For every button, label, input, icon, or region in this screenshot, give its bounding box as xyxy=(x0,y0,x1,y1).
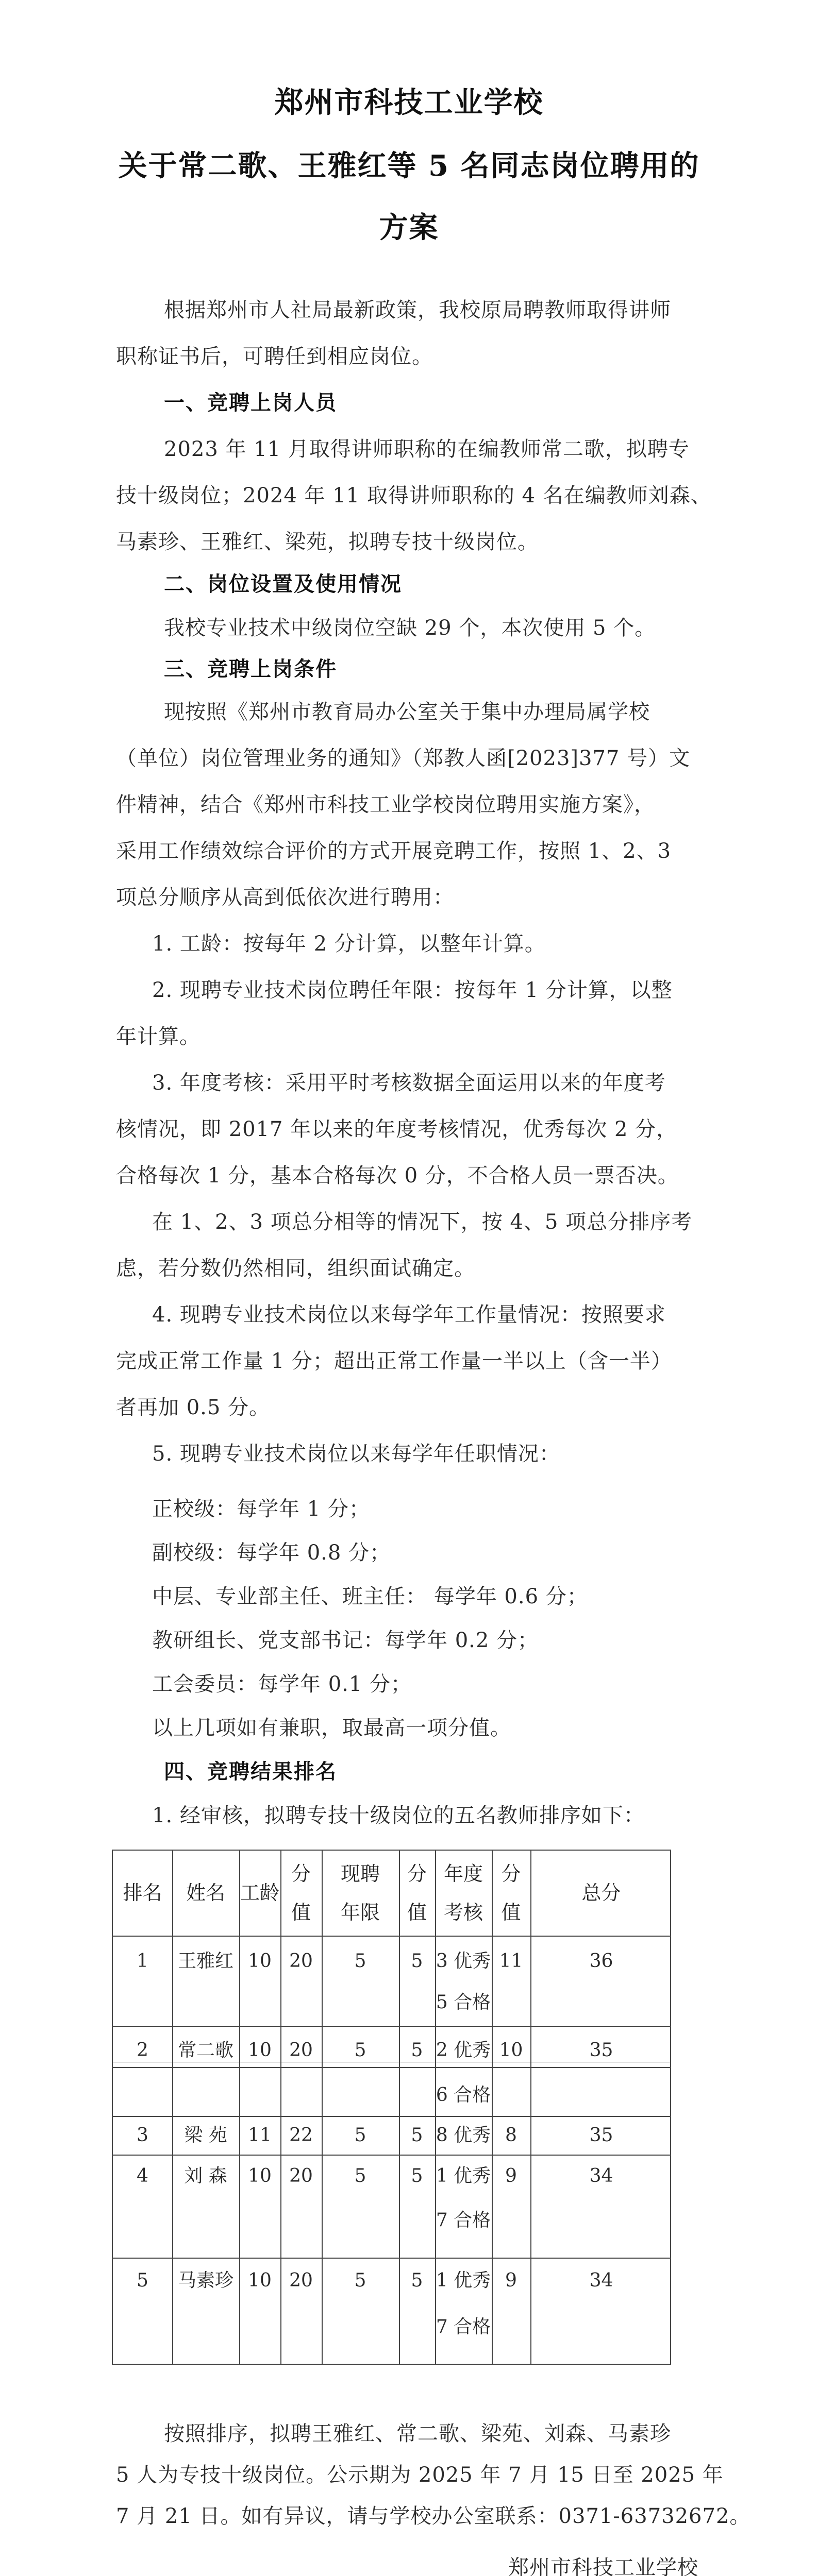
table-cell: 5 xyxy=(411,2270,423,2291)
criterion-2: 2. 现聘专业技术岗位聘任年限：按每年 1 分计算，以整 xyxy=(152,978,673,1002)
table-cell: 马素珍 xyxy=(177,2270,233,2291)
header-score: 分 xyxy=(501,1862,521,1885)
paragraph-line: 1. 经审核，拟聘专技十级岗位的五名教师排序如下： xyxy=(152,1804,645,1827)
section-heading: 二、岗位设置及使用情况 xyxy=(164,572,402,596)
closing-text: 7 月 21 日。如有异议，请与学校办公室联系：0371-63732672。 xyxy=(116,2504,751,2528)
ranking-table xyxy=(112,1850,671,2365)
closing-text: 按照排序，拟聘王雅红、常二歌、梁苑、刘森、马素珍 xyxy=(164,2422,671,2446)
table-cell: 5 xyxy=(411,1951,423,1972)
table-cell: 5 xyxy=(354,2270,366,2291)
criterion-1: 1. 工龄：按每年 2 分计算，以整年计算。 xyxy=(152,932,546,956)
table-cell: 5 xyxy=(411,2125,423,2146)
table-cell: 5 xyxy=(354,2040,366,2061)
table-cell: 20 xyxy=(289,1951,313,1972)
table-grid-line xyxy=(113,2026,670,2027)
header-years: 现聘 xyxy=(340,1862,380,1885)
header-score: 值 xyxy=(407,1901,427,1924)
paragraph-line: （单位）岗位管理业务的通知》（郑教人函[2023]377 号）文 xyxy=(116,747,691,770)
header-years: 年限 xyxy=(340,1901,380,1924)
signature-org: 郑州市科技工业学校 xyxy=(508,2556,698,2576)
table-cell: 8 优秀 xyxy=(436,2125,491,2146)
header-rank: 排名 xyxy=(123,1882,162,1904)
intro-text: 根据郑州市人社局最新政策，我校原局聘教师取得讲师 xyxy=(164,298,671,322)
paragraph-line: 2023 年 11 月取得讲师职称的在编教师常二歌，拟聘专 xyxy=(164,437,690,461)
table-cell: 35 xyxy=(589,2040,613,2061)
section-heading: 四、竞聘结果排名 xyxy=(164,1760,337,1784)
table-cell: 5 xyxy=(354,2165,366,2187)
criterion-3-cont: 核情况，即 2017 年以来的年度考核情况，优秀每次 2 分， xyxy=(116,1117,678,1141)
criterion-5-item: 中层、专业部主任、班主任： 每学年 0.6 分； xyxy=(152,1585,588,1608)
paragraph-line: 件精神，结合《郑州市科技工业学校岗位聘用实施方案》， xyxy=(116,793,655,817)
table-cell: 34 xyxy=(589,2165,613,2187)
table-cell: 常二歌 xyxy=(177,2040,233,2061)
criterion-5-note: 以上几项如有兼职，取最高一项分值。 xyxy=(152,1716,511,1740)
table-cell: 5 xyxy=(354,1951,366,1972)
tie-rule: 在 1、2、3 项总分相等的情况下，按 4、5 项总分排序考 xyxy=(152,1210,693,1234)
table-cell: 7 合格 xyxy=(436,2316,491,2337)
header-score: 值 xyxy=(291,1901,311,1924)
header-score: 值 xyxy=(501,1901,521,1924)
intro-text: 职称证书后，可聘任到相应岗位。 xyxy=(116,345,433,368)
criterion-5-item: 教研组长、党支部书记：每学年 0.2 分； xyxy=(152,1629,539,1652)
school-title: 郑州市科技工业学校 xyxy=(274,86,544,120)
table-grid-line xyxy=(113,2116,670,2117)
criterion-5-item: 副校级：每学年 0.8 分； xyxy=(152,1541,391,1565)
header-score: 分 xyxy=(291,1862,311,1885)
table-grid-line xyxy=(113,2258,670,2259)
table-cell: 3 xyxy=(137,2125,148,2146)
header-total: 总分 xyxy=(581,1882,621,1904)
table-cell: 22 xyxy=(289,2125,313,2146)
criterion-3: 3. 年度考核：采用平时考核数据全面运用以来的年度考 xyxy=(152,1071,666,1095)
table-cell: 20 xyxy=(289,2270,313,2291)
table-grid-line xyxy=(113,2155,670,2156)
table-cell: 35 xyxy=(589,2125,613,2146)
header-annual: 年度 xyxy=(443,1862,483,1885)
paragraph-line: 项总分顺序从高到低依次进行聘用： xyxy=(116,886,454,909)
criterion-4-cont: 者再加 0.5 分。 xyxy=(116,1396,271,1419)
criterion-5: 5. 现聘专业技术岗位以来每学年任职情况： xyxy=(152,1442,560,1466)
table-cell: 5 xyxy=(137,2270,148,2291)
header-score: 分 xyxy=(407,1862,427,1885)
table-cell: 11 xyxy=(248,2125,272,2146)
table-cell: 3 优秀 xyxy=(436,1951,491,1972)
paragraph-line: 现按照《郑州市教育局办公室关于集中办理局属学校 xyxy=(164,700,650,724)
table-cell: 10 xyxy=(248,2165,272,2187)
table-cell: 20 xyxy=(289,2040,313,2061)
table-cell: 5 xyxy=(411,2040,423,2061)
document-title: 关于常二歌、王雅红等 5 名同志岗位聘用的 xyxy=(118,149,700,183)
table-grid-line xyxy=(113,2067,670,2068)
table-cell: 王雅红 xyxy=(177,1951,233,1972)
paragraph-line: 我校专业技术中级岗位空缺 29 个，本次使用 5 个。 xyxy=(164,616,656,640)
paragraph-line: 马素珍、王雅红、梁苑，拟聘专技十级岗位。 xyxy=(116,530,539,554)
criterion-5-item: 工会委员：每学年 0.1 分； xyxy=(152,1672,412,1696)
table-cell: 8 xyxy=(505,2125,517,2146)
closing-text: 5 人为专技十级岗位。公示期为 2025 年 7 月 15 日至 2025 年 xyxy=(116,2463,724,2487)
table-cell: 9 xyxy=(505,2165,517,2187)
paragraph-line: 采用工作绩效综合评价的方式开展竞聘工作，按照 1、2、3 xyxy=(116,839,672,863)
header-seniority: 工龄 xyxy=(240,1882,279,1904)
table-grid-line xyxy=(113,1936,670,1937)
criterion-5-item: 正校级：每学年 1 分； xyxy=(152,1497,370,1521)
tie-rule-cont: 虑，若分数仍然相同，组织面试确定。 xyxy=(116,1257,475,1280)
paragraph-line: 技十级岗位；2024 年 11 取得讲师职称的 4 名在编教师刘森、 xyxy=(116,484,712,507)
table-cell: 1 优秀 xyxy=(436,2270,491,2291)
table-cell: 6 合格 xyxy=(436,2084,491,2106)
table-cell: 刘 森 xyxy=(184,2165,227,2187)
table-cell: 36 xyxy=(589,1951,613,1972)
table-cell: 5 合格 xyxy=(436,1992,491,2013)
table-cell: 34 xyxy=(589,2270,613,2291)
table-cell: 10 xyxy=(499,2040,523,2061)
table-cell: 1 xyxy=(137,1951,148,1972)
criterion-4-cont: 完成正常工作量 1 分；超出正常工作量一半以上（含一半） xyxy=(116,1349,672,1373)
section-heading: 一、竞聘上岗人员 xyxy=(164,391,337,415)
document-title-cont: 方案 xyxy=(379,211,439,245)
criterion-3-cont: 合格每次 1 分，基本合格每次 0 分，不合格人员一票否决。 xyxy=(116,1164,679,1188)
table-cell: 2 优秀 xyxy=(436,2040,491,2061)
criterion-2-cont: 年计算。 xyxy=(116,1025,201,1048)
table-cell: 梁 苑 xyxy=(184,2125,227,2146)
table-cell: 1 优秀 xyxy=(436,2165,491,2187)
table-cell: 9 xyxy=(505,2270,517,2291)
table-cell: 2 xyxy=(137,2040,148,2061)
table-cell: 10 xyxy=(248,2270,272,2291)
section-heading: 三、竞聘上岗条件 xyxy=(164,657,337,681)
header-name: 姓名 xyxy=(186,1882,225,1904)
table-cell: 10 xyxy=(248,1951,272,1972)
table-cell: 11 xyxy=(499,1951,523,1972)
table-cell: 20 xyxy=(289,2165,313,2187)
table-cell: 7 合格 xyxy=(436,2210,491,2231)
header-annual: 考核 xyxy=(443,1901,483,1924)
table-cell: 5 xyxy=(411,2165,423,2187)
criterion-4: 4. 现聘专业技术岗位以来每学年工作量情况：按照要求 xyxy=(152,1303,666,1327)
table-cell: 5 xyxy=(354,2125,366,2146)
table-cell: 4 xyxy=(137,2165,148,2187)
table-cell: 10 xyxy=(248,2040,272,2061)
